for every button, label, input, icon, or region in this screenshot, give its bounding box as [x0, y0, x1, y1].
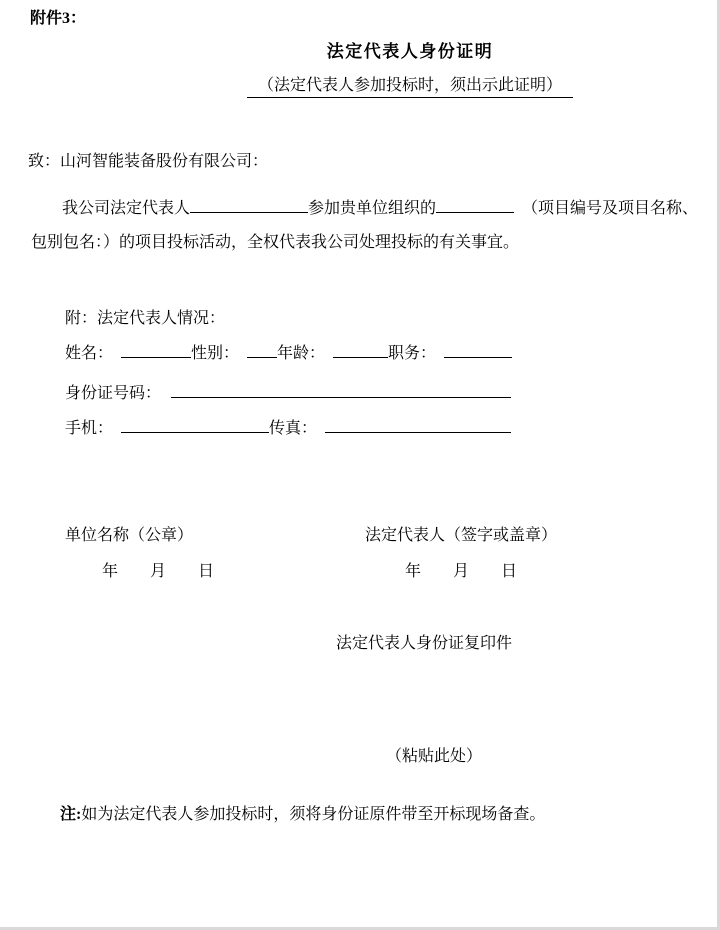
- legal-rep-sign-label: 法定代表人（签字或盖章）: [365, 527, 558, 544]
- field-label: 姓名：: [65, 345, 114, 362]
- document-title-row: [0, 42, 720, 62]
- phone-fax-field-line: [65, 419, 511, 438]
- name-field-line: [65, 344, 512, 363]
- attachment-label: 附件3：: [30, 10, 87, 27]
- legal-rep-info-heading: 附：法定代表人情况：: [65, 310, 226, 327]
- date-line-right: 年 月 日: [405, 563, 518, 580]
- note-text: 如为法定代表人参加投标时，须将身份证原件带至开标现场备查。: [81, 806, 546, 823]
- field-label: 性别：: [191, 345, 240, 362]
- date-line-left: 年 月 日: [102, 563, 215, 580]
- field-label: 职务：: [388, 345, 437, 362]
- fill-in-blank: [171, 395, 511, 398]
- company-seal-label: 单位名称（公章）: [65, 527, 194, 544]
- fill-in-blank: [121, 355, 191, 358]
- fill-in-blank: [333, 355, 388, 358]
- field-label: 手机：: [65, 420, 114, 437]
- field-label: 身份证号码：: [65, 385, 162, 402]
- id-number-field-line: [65, 384, 511, 403]
- fill-in-blank: [121, 430, 269, 433]
- field-label: （项目编号及项目名称、: [514, 200, 699, 217]
- field-label: 传真：: [269, 420, 318, 437]
- body-paragraph-line1: [62, 199, 698, 218]
- addressee-line: 致：山河智能装备股份有限公司：: [28, 153, 269, 170]
- fill-in-blank: [444, 355, 512, 358]
- note-prefix: 注:: [60, 806, 82, 823]
- document-subtitle-row: [0, 76, 720, 98]
- id-copy-title: 法定代表人身份证复印件: [335, 635, 512, 652]
- paste-here-placeholder: （粘贴此处）: [385, 748, 482, 765]
- fill-in-blank: [190, 210, 308, 213]
- fill-in-blank: [247, 355, 277, 358]
- field-label: 参加贵单位组织的: [308, 200, 437, 217]
- body-paragraph-line2: 包别包名：）的项目投标活动，全权代表我公司处理投标的有关事宜。: [31, 234, 520, 251]
- field-label: 年龄：: [277, 345, 326, 362]
- fill-in-blank: [325, 430, 511, 433]
- fill-in-blank: [436, 210, 514, 213]
- field-label: 我公司法定代表人: [62, 200, 191, 217]
- document-title: 法定代表人身份证明: [326, 42, 494, 61]
- note-line: [60, 805, 545, 824]
- document-subtitle: （法定代表人参加投标时，须出示此证明）: [247, 76, 573, 98]
